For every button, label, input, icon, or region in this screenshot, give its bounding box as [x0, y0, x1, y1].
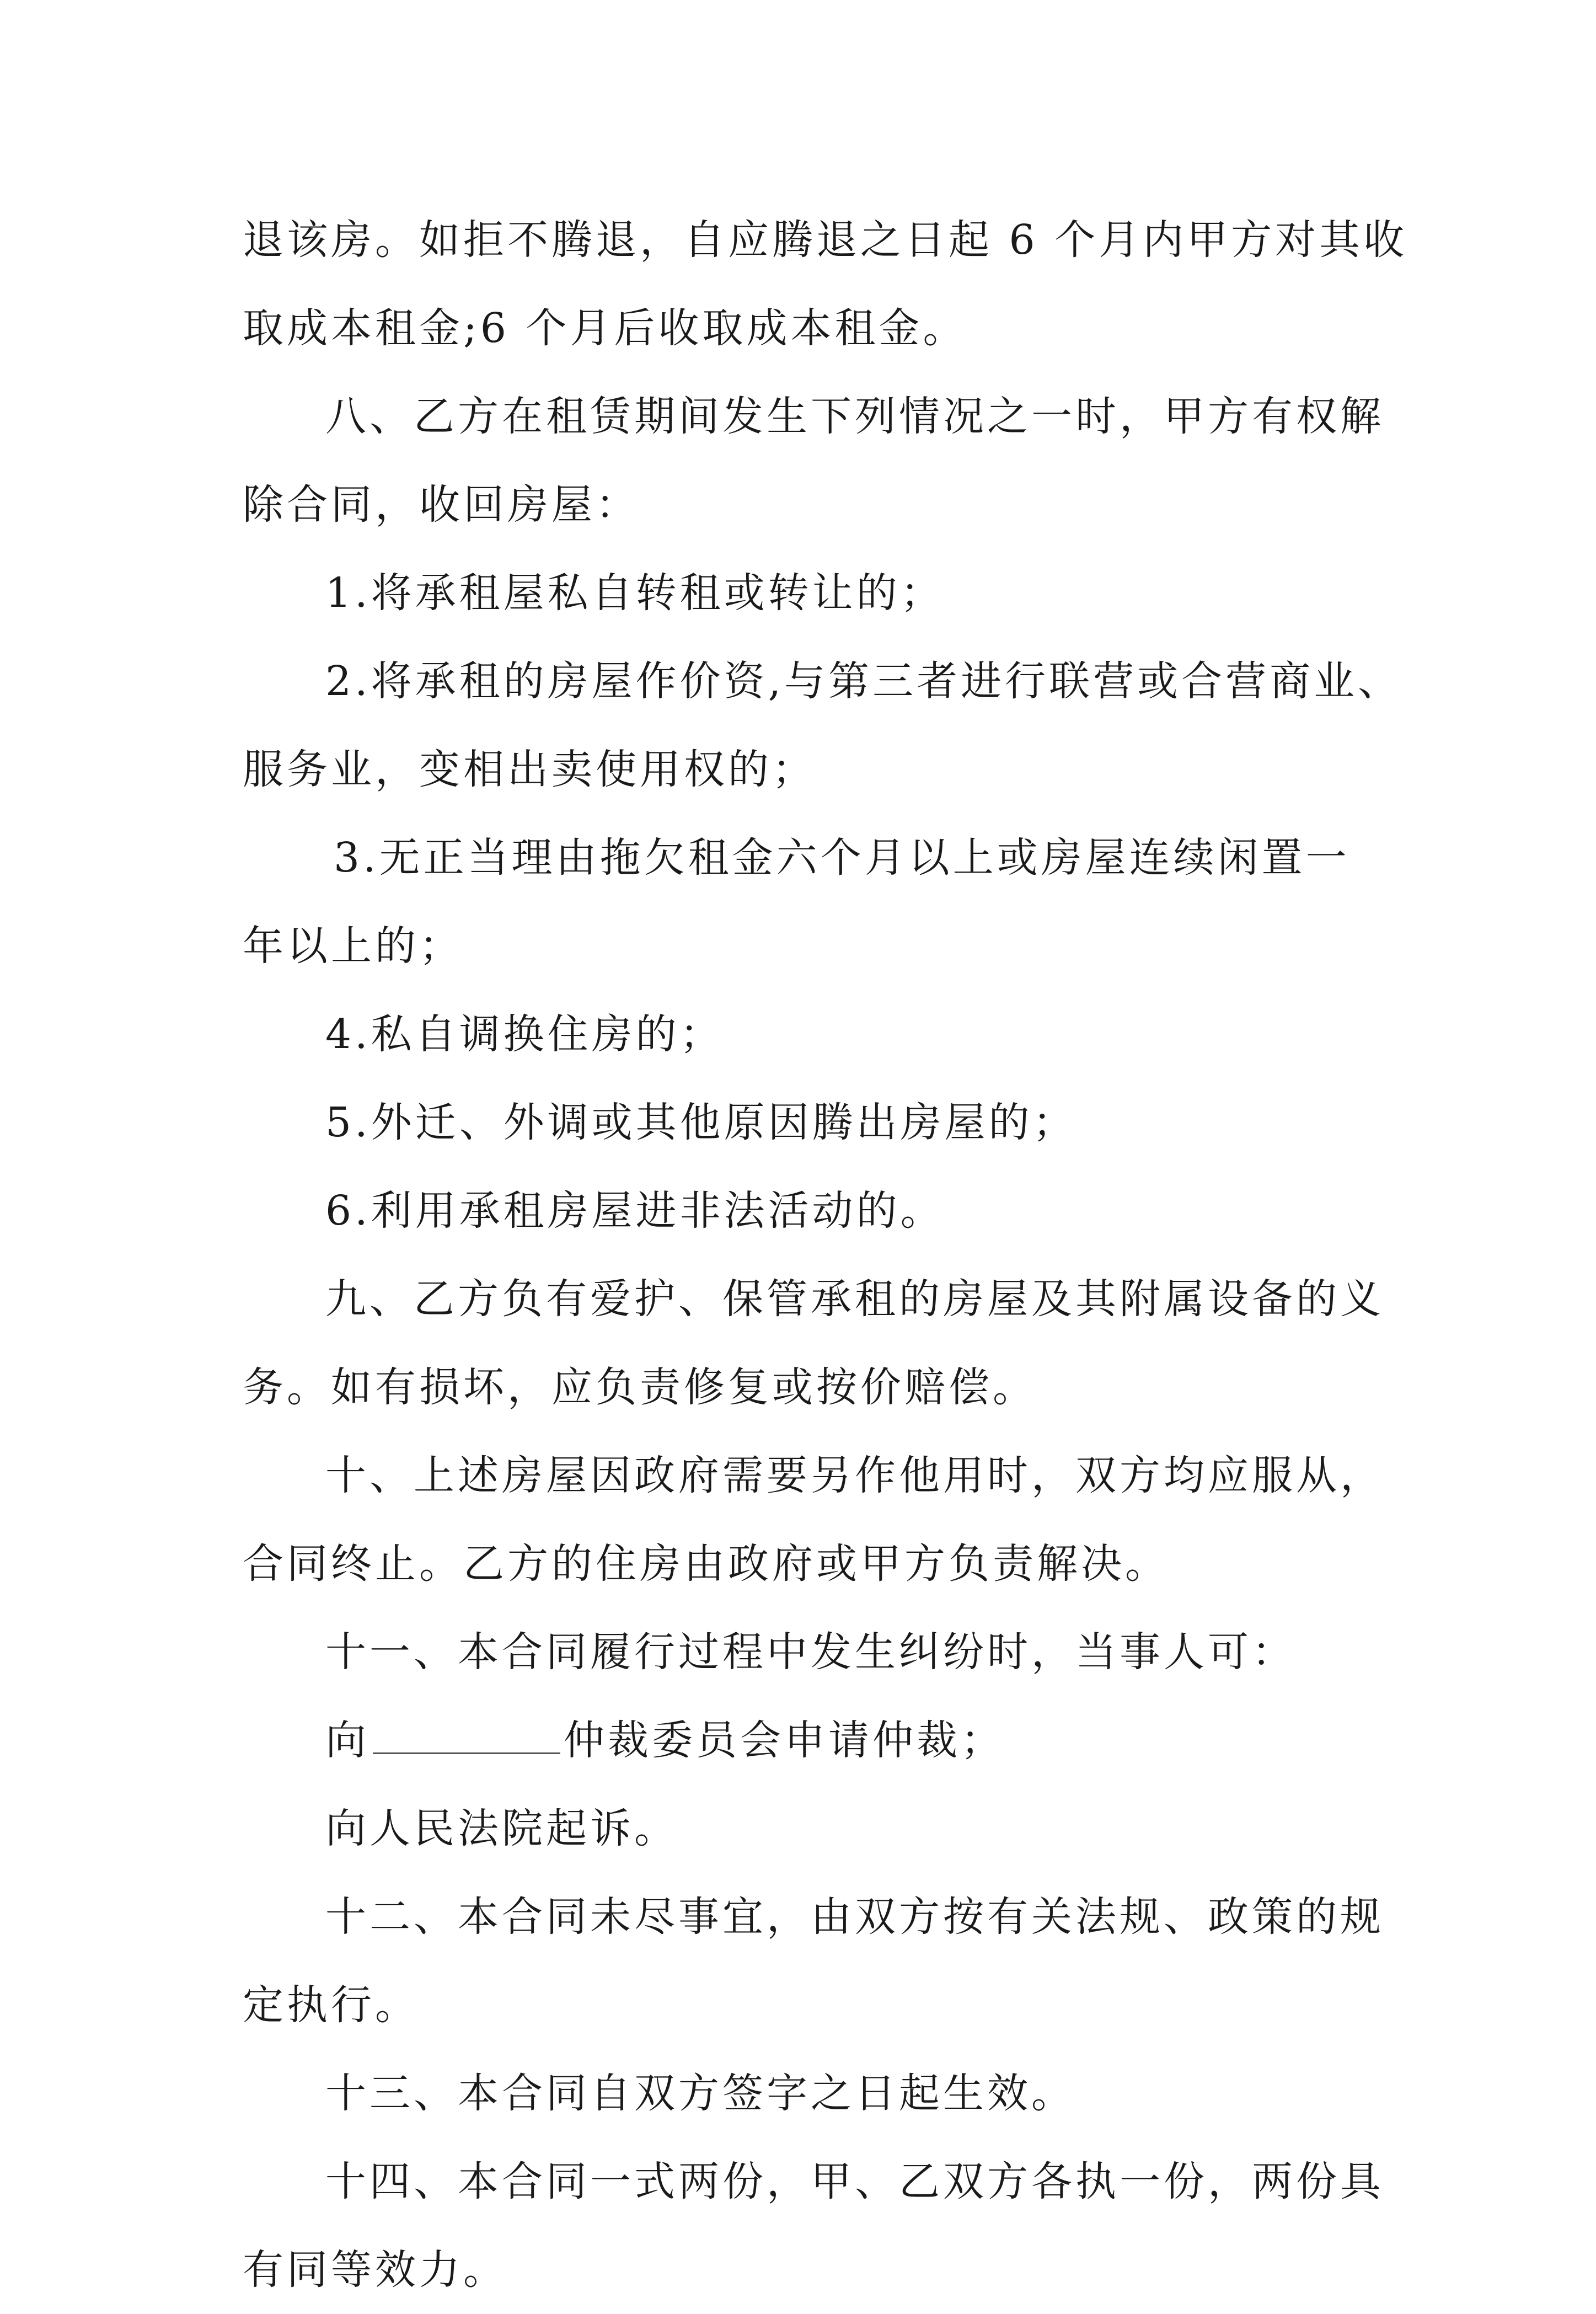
- clause-12-heading: 十二、本合同未尽事宜，由双方按有关法规、政策的规: [325, 1893, 1384, 1941]
- paragraph-line: 定执行。: [243, 1981, 419, 2029]
- clause-14-heading: 十四、本合同一式两份，甲、乙双方各执一份，两份具: [325, 2158, 1384, 2205]
- arbitration-suffix: 仲裁委员会申请仲裁；: [564, 1717, 1005, 1764]
- clause-8-item-5: 5.外迁、外调或其他原因腾出房屋的；: [325, 1099, 1077, 1146]
- paragraph-line: 服务业，变相出卖使用权的；: [243, 746, 816, 793]
- clause-8-item-3: 3.无正当理由拖欠租金六个月以上或房屋连续闲置一: [334, 834, 1350, 881]
- paragraph-line: 年以上的；: [243, 922, 463, 970]
- arbitration-blank-field[interactable]: [373, 1712, 560, 1754]
- clause-8-item-6: 6.利用承租房屋进非法活动的。: [325, 1187, 945, 1235]
- clause-8-item-4: 4.私自调换住房的；: [325, 1011, 724, 1058]
- clause-13-heading: 十三、本合同自双方签字之日起生效。: [325, 2070, 1075, 2117]
- clause-9-heading: 九、乙方负有爱护、保管承租的房屋及其附属设备的义: [325, 1275, 1384, 1323]
- paragraph-line: 务。如有损坏，应负责修复或按价赔偿。: [243, 1364, 1037, 1411]
- court-line: 向人民法院起诉。: [325, 1805, 678, 1852]
- clause-8-heading: 八、乙方在租赁期间发生下列情况之一时，甲方有权解: [325, 393, 1384, 440]
- paragraph-line: 取成本租金;6 个月后收取成本租金。: [243, 304, 967, 352]
- paragraph-line: 合同终止。乙方的住房由政府或甲方负责解决。: [243, 1540, 1169, 1588]
- paragraph-line: 除合同，收回房屋：: [243, 481, 640, 528]
- clause-8-item-1: 1.将承租屋私自转租或转让的；: [325, 569, 945, 617]
- paragraph-line: 退该房。如拒不腾退，自应腾退之日起 6 个月内甲方对其收: [243, 216, 1408, 264]
- document-body: [243, 196, 1408, 2314]
- arbitration-prefix: 向: [325, 1717, 369, 1764]
- clause-10-heading: 十、上述房屋因政府需要另作他用时，双方均应服从，: [325, 1452, 1384, 1499]
- clause-11-heading: 十一、本合同履行过程中发生纠纷时，当事人可：: [325, 1628, 1296, 1676]
- arbitration-line: [243, 1696, 1357, 1784]
- clause-8-item-2: 2.将承租的房屋作价资,与第三者进行联营或合营商业、: [325, 658, 1402, 705]
- paragraph-line: 有同等效力。: [243, 2246, 507, 2294]
